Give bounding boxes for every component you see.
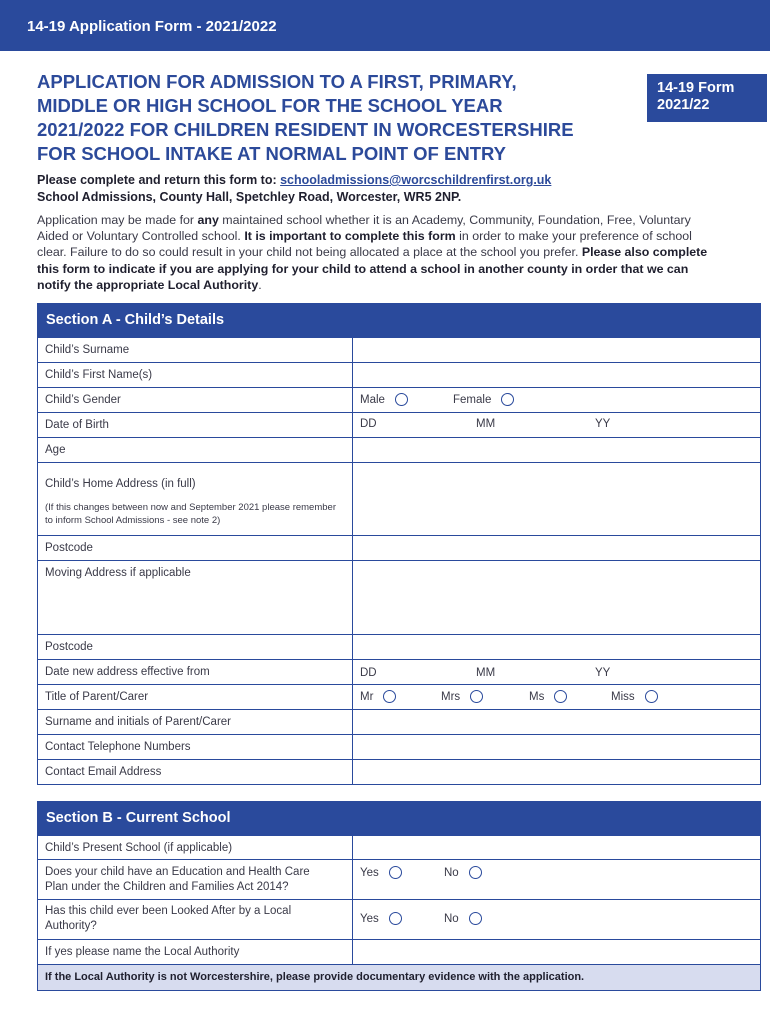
form-row [38,560,760,634]
option-label: No [444,912,459,925]
looked-after-question [38,900,353,939]
moving-postcode-input[interactable] [353,635,760,659]
question-line: Has this child ever been Looked After by a Local [45,905,292,917]
field-label: Postcode [38,536,353,560]
field-label: Age [38,438,353,462]
child-surname-input[interactable] [353,338,760,362]
email-link[interactable]: schooladmissions@worcschildrenfirst.org.uk [280,173,552,187]
female-radio[interactable] [501,393,514,406]
age-input[interactable] [353,438,760,462]
title-line: APPLICATION FOR ADMISSION TO A FIRST, PRIMARY, [37,71,517,92]
section-a-heading: Section A - Child’s Details [38,303,760,337]
date-effective-field[interactable] [353,660,760,684]
field-label: Contact Email Address [38,760,353,784]
field-label: Date new address effective from [38,660,353,684]
intro-text: in order to make your preference of school clear. Failure to do so could result in your child not being allocated a place at the school you prefer. [37,229,692,260]
form-row [38,462,760,535]
option-label: Mrs [441,690,461,703]
option-label: Female [453,393,492,406]
option-label: Male [360,393,385,406]
looked-no-radio[interactable] [469,912,482,925]
email-input[interactable] [353,760,760,784]
field-note: (If this changes between now and September 2021 please remember to inform School Admissions - see note 2) [45,502,336,526]
form-row [38,899,760,939]
option-label: Mr [360,690,374,703]
evidence-note: If the Local Authority is not Worcestershire, please provide documentary evidence with the application. [38,964,760,990]
looked-after-field [353,900,760,939]
ehc-no-radio[interactable] [469,866,482,879]
month-label: MM [476,418,496,430]
field-label: Moving Address if applicable [38,561,353,634]
form-row [38,939,760,964]
field-label: Child’s First Name(s) [38,363,353,387]
form-row [38,634,760,659]
section-b-heading: Section B - Current School [38,801,760,835]
option-label: No [444,866,459,879]
field-label: Surname and initials of Parent/Carer [38,710,353,734]
field-label: If yes please name the Local Authority [38,940,353,964]
header-bar [0,0,770,51]
postcode-input[interactable] [353,536,760,560]
field-label: Child’s Home Address (in full) [45,478,196,490]
ms-radio[interactable] [554,690,567,703]
form-badge [647,74,767,122]
ehc-field [353,860,760,899]
form-row [38,684,760,709]
local-authority-input[interactable] [353,940,760,964]
home-address-input[interactable] [353,463,760,535]
title-line: MIDDLE OR HIGH SCHOOL FOR THE SCHOOL YEAR [37,95,503,116]
form-row [38,835,760,859]
day-label: DD [360,418,377,430]
year-label: YY [595,667,611,679]
field-label: Date of Birth [38,413,353,437]
header-title: 14-19 Application Form - 2021/2022 [27,18,277,35]
moving-address-input[interactable] [353,561,760,634]
section-b [37,801,761,991]
option-label: Miss [611,690,635,703]
mrs-radio[interactable] [470,690,483,703]
day-label: DD [360,667,377,679]
question-line: Does your child have an Education and Health Care [45,866,310,878]
phone-input[interactable] [353,735,760,759]
intro-text: maintained school whether it is an Academy, Community, Foundation, Free, Voluntary Aided or Voluntary Controlled school. [37,213,691,244]
badge-line: 2021/22 [657,97,710,113]
option-label: Yes [360,866,379,879]
field-label: Contact Telephone Numbers [38,735,353,759]
field-label: Child’s Surname [38,338,353,362]
title-line: FOR SCHOOL INTAKE AT NORMAL POINT OF ENTRY [37,143,507,164]
contact-address: School Admissions, County Hall, Spetchley Road, Worcester, WR5 2NP. [37,190,462,204]
intro-text: Application may be made for [37,213,198,227]
looked-yes-radio[interactable] [389,912,402,925]
parent-title-field [353,685,760,709]
field-label: Postcode [38,635,353,659]
intro-bold: Please also complete this form to indicate if you are applying for your child to attend a school in another county in order that we can notify the appropriate Local Authority [37,245,708,292]
parent-surname-input[interactable] [353,710,760,734]
form-row [38,759,760,784]
contact-prefix: Please complete and return this form to: [37,173,281,187]
field-label: Title of Parent/Carer [38,685,353,709]
form-row [38,859,760,899]
section-a [37,303,761,785]
form-row [38,659,760,684]
miss-radio[interactable] [645,690,658,703]
ehc-question [38,860,353,899]
dob-field[interactable] [353,413,760,437]
field-label: Child’s Gender [38,388,353,412]
male-radio[interactable] [395,393,408,406]
year-label: YY [595,418,611,430]
form-row [38,387,760,412]
intro-paragraph [37,212,717,293]
form-row [38,412,760,437]
field-label: Child’s Present School (if applicable) [38,836,353,859]
month-label: MM [476,667,496,679]
present-school-input[interactable] [353,836,760,859]
form-row [38,362,760,387]
option-label: Yes [360,912,379,925]
title-line: 2021/2022 FOR CHILDREN RESIDENT IN WORCESTERSHIRE [37,119,574,140]
mr-radio[interactable] [383,690,396,703]
child-first-names-input[interactable] [353,363,760,387]
form-row [38,709,760,734]
gender-field [353,388,760,412]
form-row [38,437,760,462]
intro-bold: It is important to complete this form [244,229,456,244]
page-title [37,70,637,166]
form-row [38,337,760,362]
form-row [38,734,760,759]
option-label: Ms [529,690,545,703]
form-row [38,535,760,560]
home-address-label [38,463,353,535]
ehc-yes-radio[interactable] [389,866,402,879]
intro-bold: any [197,213,219,227]
question-line: Authority? [45,920,97,932]
question-line: Plan under the Children and Families Act 2014? [45,881,289,893]
badge-line: 14-19 Form [657,80,735,96]
contact-info [37,172,551,206]
intro-text: . [258,277,262,292]
